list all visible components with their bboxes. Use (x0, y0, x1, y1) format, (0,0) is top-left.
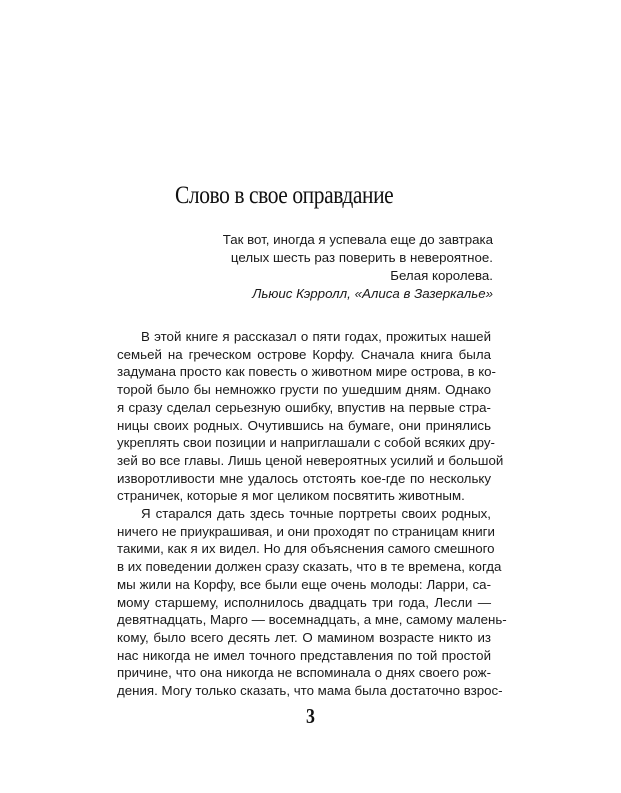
body-line: дения. Могу только сказать, что мама была достаточно взрос- (117, 683, 503, 699)
body-line: задумана просто как повесть о животном мире острова, в ко- (117, 364, 496, 380)
body-line: кому, было всего десять лет. О мамином возрасте никто из (117, 629, 491, 645)
body-text (117, 328, 507, 700)
epigraph-source: Льюис Кэрролл, «Алиса в Зазеркалье» (252, 286, 493, 301)
body-line: зей во все главы. Лишь ценой невероятных усилий и большой (117, 452, 504, 468)
body-line: ницы своих родных. Очутившись на бумаге, они принялись (117, 417, 491, 433)
epigraph (173, 231, 493, 303)
body-line: в их поведении должен сразу сказать, что в те времена, когда (117, 559, 502, 575)
page-number: 3 (306, 704, 315, 728)
epigraph-attribution: Белая королева. (390, 268, 493, 283)
body-line: страничек, которые я мог целиком посвятить животным. (117, 488, 465, 504)
body-line: мому старшему, исполнилось двадцать три года, Лесли — (117, 594, 491, 610)
body-line: семьей на греческом острове Корфу. Сначала книга была (117, 346, 491, 362)
body-line: нас никогда не имел точного представления по той простой (117, 647, 491, 663)
body-line: торой было бы немножко грусти по ушедшим дням. Однако (117, 382, 491, 398)
body-line: укреплять свои позиции и наприглашали с собой всяких дру- (117, 435, 495, 451)
body-line: ничего не приукрашивая, и они проходят по страницам книги (117, 523, 495, 539)
epigraph-line: целых шесть раз поверить в невероятное. (230, 250, 493, 265)
body-line: В этой книге я рассказал о пяти годах, прожитых нашей (141, 329, 491, 344)
body-line: я сразу сделал серьезную ошибку, впустив на первые стра- (117, 399, 491, 415)
body-line: девятнадцать, Марго — восемнадцать, а мне, самому малень- (117, 612, 507, 628)
epigraph-line: Так вот, иногда я успевала еще до завтрака (222, 232, 493, 247)
body-line: мы жили на Корфу, все были еще очень молоды: Ларри, са- (117, 576, 491, 592)
chapter-title: Слово в свое оправдание (175, 182, 394, 209)
body-line: причине, что она никогда не вспоминала о днях своего рож- (117, 665, 491, 681)
body-line: изворотливости мне удалось отстоять кое-где по нескольку (117, 470, 491, 486)
body-line: Я старался дать здесь точные портреты своих родных, (141, 506, 491, 522)
body-line: такими, как я их видел. Но для объяснения самого смешного (117, 541, 495, 557)
